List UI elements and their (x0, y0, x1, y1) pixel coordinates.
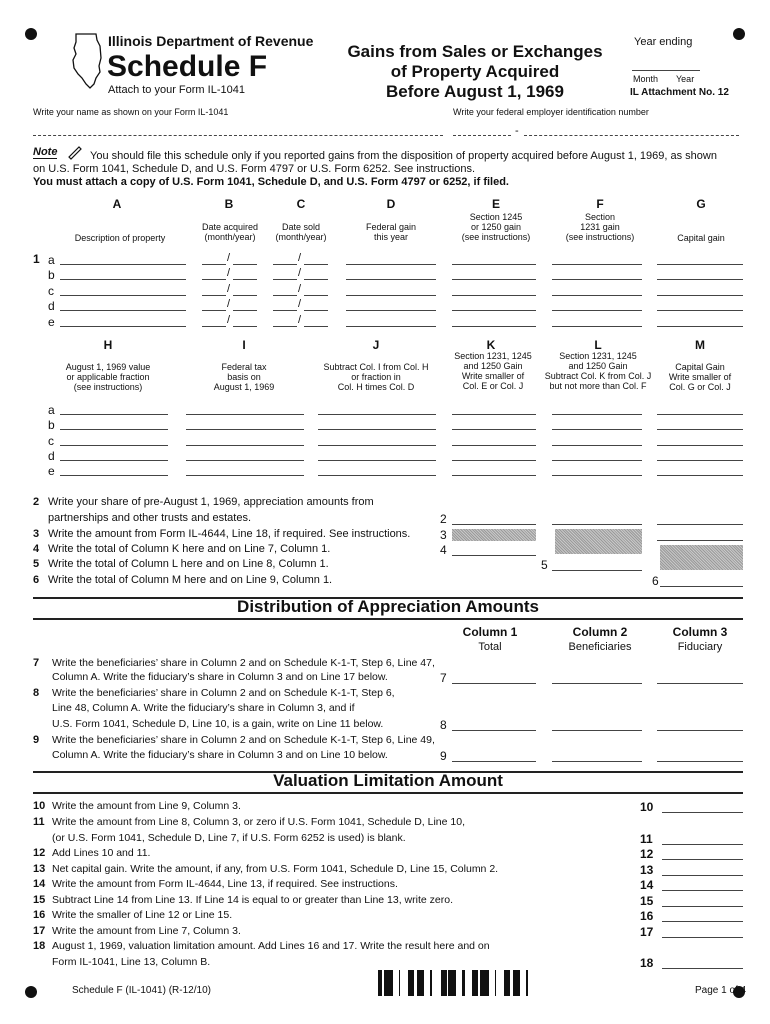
col-H-header (48, 362, 168, 392)
col-J-letter: J (372, 338, 380, 352)
col-I-header (194, 362, 294, 392)
line-number: 4 (33, 543, 40, 555)
col-J-field[interactable] (318, 414, 436, 415)
col-H-field[interactable] (60, 460, 168, 461)
col-E-field[interactable] (452, 279, 536, 280)
fein-field-part1[interactable] (453, 135, 511, 136)
col-C-year-field[interactable] (304, 326, 328, 327)
col-K-field[interactable] (452, 460, 536, 461)
department-name: Illinois Department of Revenue (108, 33, 314, 49)
line-text: Write the beneficiaries’ share in Column 2 and on Schedule K-1-T, Step 6, Line 49, (52, 734, 435, 746)
line-15-field[interactable] (662, 906, 743, 907)
col-H-field[interactable] (60, 429, 168, 430)
col-I-field[interactable] (186, 460, 304, 461)
line-text: August 1, 1969, valuation limitation amount. Add Lines 16 and 17. Write the result here and on (52, 940, 490, 952)
line-text: U.S. Form 1041, Schedule D, Line 10, is a gain, write on Line 11 below. (52, 718, 384, 730)
col-M-field[interactable] (657, 429, 743, 430)
line-7-column-1-field[interactable] (452, 683, 536, 684)
line-text: Net capital gain. Write the amount, if any, from U.S. Form 1041, Schedule D, Line 15, Column 2. (52, 863, 499, 875)
line-text: Write the amount from Form IL-4644, Line 13, if required. See instructions. (52, 878, 398, 890)
line-18-field[interactable] (662, 968, 743, 969)
line-text: Write the total of Column K here and on Line 7, Column 1. (48, 543, 331, 555)
col-G-field[interactable] (657, 264, 743, 265)
col-C-year-field[interactable] (304, 295, 328, 296)
col-C-year-field[interactable] (304, 310, 328, 311)
col-G-field[interactable] (657, 295, 743, 296)
col-G-field[interactable] (657, 279, 743, 280)
year-ending-field[interactable] (632, 70, 700, 71)
col-H-field[interactable] (60, 475, 168, 476)
line-text: Column A. Write the fiduciary’s share in Column 3 and on Line 17 below. (52, 671, 388, 683)
line-1-row-letter: d (48, 299, 55, 313)
line-text: Write the amount from Line 7, Column 3. (52, 925, 241, 937)
col-J-field[interactable] (318, 429, 436, 430)
col-G-field[interactable] (657, 310, 743, 311)
col-F-header (552, 212, 648, 242)
fein-field-part2[interactable] (524, 135, 739, 136)
col-B-month-field[interactable] (202, 310, 226, 311)
col-L-header-line: but not more than Col. F (549, 381, 647, 391)
line-2-field[interactable] (452, 524, 536, 525)
line-16-field[interactable] (662, 921, 743, 922)
line-ref: 15 (640, 894, 654, 908)
name-field[interactable] (33, 135, 443, 136)
col-K-field[interactable] (452, 475, 536, 476)
col-K-header-line: Col. E or Col. J (462, 381, 524, 391)
line-9-column-3-field[interactable] (657, 761, 743, 762)
form-title-line2: of Property Acquired (390, 62, 560, 81)
col-L-header-line: Section 1231, 1245 (559, 351, 637, 361)
col-E-letter: E (491, 197, 500, 211)
col-I-field[interactable] (186, 475, 304, 476)
distribution-title: Distribution of Appreciation Amounts (237, 597, 539, 616)
col-G-letter: G (696, 197, 706, 211)
attach-note: Attach to your Form IL-1041 (108, 84, 245, 96)
date-slash: / (298, 314, 302, 326)
line-4-field[interactable] (452, 555, 536, 556)
col-J-header-line: Subtract Col. I from Col. H (323, 362, 429, 372)
line-number: 14 (33, 878, 46, 890)
line-text: Write the amount from Line 9, Column 3. (52, 800, 241, 812)
line-number: 2 (33, 496, 40, 508)
line-8-column-2-field[interactable] (552, 730, 642, 731)
col-F-field[interactable] (552, 264, 642, 265)
col-A-field[interactable] (60, 295, 186, 296)
col-J-field[interactable] (318, 460, 436, 461)
line-text: Write the smaller of Line 12 or Line 15. (52, 909, 233, 921)
col-J-field[interactable] (318, 445, 436, 446)
col-B-letter: B (224, 197, 234, 211)
line-text: Write your share of pre-August 1, 1969, appreciation amounts from (48, 496, 374, 508)
col-I-letter: I (242, 338, 246, 352)
line-6-ref: 6 (652, 574, 659, 588)
line-1-row-letter: c (48, 284, 54, 298)
column-3-header: Column 3 (672, 625, 728, 639)
col-I-header-line: August 1, 1969 (213, 382, 275, 392)
line-1-row-letter: e (48, 464, 55, 478)
col-L-header-line: Subtract Col. K from Col. J (544, 371, 652, 381)
col-D-field[interactable] (346, 326, 436, 327)
line-8-ref: 8 (440, 718, 447, 732)
line-9-column-1-field[interactable] (452, 761, 536, 762)
line-text: Write the amount from Line 8, Column 3, or zero if U.S. Form 1041, Schedule D, Line 10, (52, 816, 466, 828)
col-M-field[interactable] (657, 445, 743, 446)
line-number: 5 (33, 558, 40, 570)
line-10-field[interactable] (662, 812, 743, 813)
line-5-ref: 5 (541, 558, 548, 572)
registration-mark (25, 28, 37, 40)
name-label: Write your name as shown on your Form IL-1041 (33, 107, 229, 117)
line-number: 10 (33, 800, 46, 812)
col-I-header-line: basis on (227, 372, 261, 382)
col-L-letter: L (594, 338, 602, 352)
col-M-header-line: Write smaller of (668, 372, 732, 382)
col-K-letter: K (486, 338, 496, 352)
col-H-field[interactable] (60, 445, 168, 446)
line-1-row-letter: b (48, 418, 55, 432)
section-divider (33, 618, 743, 620)
col-I-header-line: Federal tax (221, 362, 267, 372)
col-F-field[interactable] (552, 295, 642, 296)
line-number: 9 (33, 734, 40, 746)
col-A-field[interactable] (60, 310, 186, 311)
line-1-row-letter: c (48, 434, 54, 448)
col-B-header-line: (month/year) (204, 232, 256, 242)
column-1-sub: Total (478, 641, 502, 653)
fein-dash: - (515, 125, 519, 137)
registration-mark (25, 986, 37, 998)
col-L-field[interactable] (552, 429, 642, 430)
col-F-header-line: Section (584, 212, 616, 222)
column-2-header: Column 2 (572, 625, 628, 639)
line-12-field[interactable] (662, 859, 743, 860)
line-number: 17 (33, 925, 46, 937)
col-J-header-line: Col. H times Col. D (337, 382, 415, 392)
form-title-line1: Gains from Sales or Exchanges (347, 42, 603, 61)
date-slash: / (227, 252, 231, 264)
line-7-column-2-field[interactable] (552, 683, 642, 684)
col-H-header-line: or applicable fraction (66, 372, 150, 382)
date-slash: / (298, 267, 302, 279)
line-17-field[interactable] (662, 937, 743, 938)
col-J-field[interactable] (318, 475, 436, 476)
line-7-column-3-field[interactable] (657, 683, 743, 684)
col-D-header-line: this year (373, 232, 408, 242)
col-M-header (655, 362, 745, 392)
line-9-column-2-field[interactable] (552, 761, 642, 762)
line-3-ref: 3 (440, 528, 447, 542)
note-icon (33, 146, 83, 160)
line-1-row-letter: b (48, 268, 55, 282)
line-ref: 18 (640, 956, 654, 970)
col-M-header-line: Capital Gain (675, 362, 725, 372)
line-number: 18 (33, 940, 46, 952)
line-ref: 11 (640, 832, 653, 846)
pencil-icon (67, 144, 83, 160)
line-ref: 14 (640, 878, 654, 892)
line-text: Write the beneficiaries’ share in Column 2 and on Schedule K-1-T, Step 6, (52, 687, 395, 699)
col-H-header-line: (see instructions) (73, 382, 143, 392)
line-13-field[interactable] (662, 875, 743, 876)
registration-mark (733, 28, 745, 40)
col-H-header-line: August 1, 1969 value (65, 362, 151, 372)
col-M-field[interactable] (657, 475, 743, 476)
line-1-row-letter: a (48, 253, 55, 267)
col-A-header: Description of property (74, 233, 166, 243)
col-B-year-field[interactable] (233, 264, 257, 265)
line-2-col-m-field[interactable] (657, 524, 743, 525)
col-L-field[interactable] (552, 475, 642, 476)
col-C-year-field[interactable] (304, 279, 328, 280)
line-5-field[interactable] (552, 570, 642, 571)
line-text: Form IL-1041, Line 13, Column B. (52, 956, 211, 968)
column-3-sub: Fiduciary (677, 641, 723, 653)
col-K-header-line: and 1250 Gain (463, 361, 523, 371)
line-number: 16 (33, 909, 46, 921)
col-K-field[interactable] (452, 445, 536, 446)
col-A-field[interactable] (60, 279, 186, 280)
line-number: 6 (33, 574, 40, 586)
col-M-field[interactable] (657, 414, 743, 415)
line-number: 8 (33, 687, 40, 699)
line-text: (or U.S. Form 1041, Schedule D, Line 7, if U.S. Form 6252 is used) is blank. (52, 832, 406, 844)
col-I-field[interactable] (186, 445, 304, 446)
line-number: 15 (33, 894, 46, 906)
line-ref: 12 (640, 847, 654, 861)
col-L-header-line: and 1250 Gain (568, 361, 628, 371)
line-text: Write the total of Column M here and on Line 9, Column 1. (48, 574, 333, 586)
line-ref: 17 (640, 925, 654, 939)
col-D-field[interactable] (346, 295, 436, 296)
line-8-column-1-field[interactable] (452, 730, 536, 731)
col-C-month-field[interactable] (273, 279, 297, 280)
col-G-field[interactable] (657, 326, 743, 327)
col-J-header (316, 362, 436, 392)
col-M-header-line: Col. G or Col. J (669, 382, 731, 392)
col-J-header-line: or fraction in (351, 372, 401, 382)
line-number: 13 (33, 863, 46, 875)
line-3-shaded (452, 529, 536, 541)
col-D-header-line: Federal gain (365, 222, 417, 232)
month-label: Month (633, 74, 659, 84)
page-number: Page 1 of 4 (695, 985, 747, 996)
col-D-letter: D (386, 197, 396, 211)
line-1-row-letter: d (48, 449, 55, 463)
column-2-sub: Beneficiaries (568, 641, 632, 653)
line-1-number: 1 (33, 252, 40, 266)
line-text: Write the total of Column L here and on Line 8, Column 1. (48, 558, 329, 570)
line-7-ref: 7 (440, 671, 447, 685)
col-F-field[interactable] (552, 279, 642, 280)
col-E-field[interactable] (452, 310, 536, 311)
line-4-ref: 4 (440, 543, 447, 557)
col-K-header-line: Section 1231, 1245 (454, 351, 532, 361)
col-L-field[interactable] (552, 414, 642, 415)
col-M-field[interactable] (657, 460, 743, 461)
date-slash: / (227, 283, 231, 295)
col-K-field[interactable] (452, 414, 536, 415)
col-F-letter: F (596, 197, 604, 211)
col-C-month-field[interactable] (273, 295, 297, 296)
col-C-header-line: Date sold (281, 222, 321, 232)
date-slash: / (227, 314, 231, 326)
col-L-header (542, 351, 654, 391)
note-text-3: You must attach a copy of U.S. Form 1041, Schedule D, and U.S. Form 4797 or 6252, if filed. (33, 176, 509, 188)
col-B-year-field[interactable] (233, 326, 257, 327)
col-C-header (266, 222, 336, 242)
line-8-column-3-field[interactable] (657, 730, 743, 731)
col-H-field[interactable] (60, 414, 168, 415)
col-B-header (195, 222, 265, 242)
note-label: Note (33, 146, 58, 158)
line-3-col-l-shaded (555, 529, 642, 554)
line-text: Line 48, Column A. Write the fiduciary’s share in Column 3, and if (52, 702, 355, 714)
line-9-ref: 9 (440, 749, 447, 763)
col-C-month-field[interactable] (273, 310, 297, 311)
line-11-field[interactable] (662, 844, 743, 845)
col-B-header-line: Date acquired (201, 222, 259, 232)
col-E-header-line: or 1250 gain (470, 222, 522, 232)
schedule-title: Schedule F (107, 50, 268, 83)
col-E-header-line: Section 1245 (469, 212, 523, 222)
line-3-col-m-field[interactable] (657, 540, 743, 541)
col-F-field[interactable] (552, 326, 642, 327)
col-B-year-field[interactable] (233, 310, 257, 311)
line-4-col-m-shaded (660, 545, 743, 570)
note-text-2: on U.S. Form 1041, Schedule D, and U.S. Form 4797 or U.S. Form 6252. See instructions. (33, 163, 476, 175)
col-B-month-field[interactable] (202, 326, 226, 327)
col-E-field[interactable] (452, 326, 536, 327)
line-2-col-l-field[interactable] (552, 524, 642, 525)
col-C-month-field[interactable] (273, 264, 297, 265)
fein-label: Write your federal employer identification number (453, 107, 649, 117)
col-A-field[interactable] (60, 264, 186, 265)
col-G-header: Capital gain (677, 233, 725, 243)
line-1-row-letter: a (48, 403, 55, 417)
line-6-field[interactable] (660, 586, 743, 587)
col-F-header-line: 1231 gain (580, 222, 620, 232)
col-A-field[interactable] (60, 326, 186, 327)
col-M-letter: M (695, 338, 705, 352)
line-text: Column A. Write the fiduciary’s share in Column 3 and on Line 10 below. (52, 749, 388, 761)
col-I-field[interactable] (186, 429, 304, 430)
col-C-month-field[interactable] (273, 326, 297, 327)
line-text: Add Lines 10 and 11. (52, 847, 151, 859)
date-slash: / (298, 298, 302, 310)
col-E-field[interactable] (452, 264, 536, 265)
line-ref: 10 (640, 800, 654, 814)
col-E-header-line: (see instructions) (461, 232, 531, 242)
valuation-title: Valuation Limitation Amount (273, 771, 503, 790)
col-D-field[interactable] (346, 310, 436, 311)
col-B-year-field[interactable] (233, 295, 257, 296)
line-text: Write the beneficiaries’ share in Column 2 and on Schedule K-1-T, Step 6, Line 47, (52, 657, 435, 669)
year-label: Year (676, 74, 695, 84)
col-E-field[interactable] (452, 295, 536, 296)
col-B-month-field[interactable] (202, 264, 226, 265)
col-H-letter: H (103, 338, 113, 352)
col-E-header (448, 212, 544, 242)
col-D-header (346, 222, 436, 242)
date-slash: / (298, 283, 302, 295)
col-F-field[interactable] (552, 310, 642, 311)
form-identifier: Schedule F (IL-1041) (R-12/10) (72, 985, 211, 996)
col-I-field[interactable] (186, 414, 304, 415)
barcode-icon (378, 970, 538, 996)
col-C-letter: C (296, 197, 306, 211)
col-K-header-line: Write smaller of (461, 371, 525, 381)
date-slash: / (227, 298, 231, 310)
col-K-field[interactable] (452, 429, 536, 430)
col-B-year-field[interactable] (233, 279, 257, 280)
date-slash: / (298, 252, 302, 264)
col-C-year-field[interactable] (304, 264, 328, 265)
line-1-row-letter: e (48, 315, 55, 329)
line-number: 11 (33, 816, 45, 828)
line-number: 12 (33, 847, 46, 859)
line-number: 3 (33, 528, 40, 540)
col-B-month-field[interactable] (202, 295, 226, 296)
line-number: 7 (33, 657, 40, 669)
line-14-field[interactable] (662, 890, 743, 891)
col-K-header (443, 351, 543, 391)
col-L-field[interactable] (552, 445, 642, 446)
date-slash: / (227, 267, 231, 279)
note-text-1: You should file this schedule only if you reported gains from the disposition of property acquired before August 1, 1969, as shown (90, 150, 717, 162)
col-C-header-line: (month/year) (275, 232, 327, 242)
line-ref: 16 (640, 909, 654, 923)
year-ending-label: Year ending (634, 36, 693, 48)
col-B-month-field[interactable] (202, 279, 226, 280)
column-1-header: Column 1 (462, 625, 518, 639)
illinois-map-icon (70, 32, 104, 90)
col-D-field[interactable] (346, 264, 436, 265)
line-text: Write the amount from Form IL-4644, Line 18, if required. See instructions. (48, 528, 411, 540)
line-text: Subtract Line 14 from Line 13. If Line 14 is equal to or greater than Line 13, write zero. (52, 894, 453, 906)
line-ref: 13 (640, 863, 654, 877)
col-L-field[interactable] (552, 460, 642, 461)
section-divider (33, 792, 743, 794)
col-D-field[interactable] (346, 279, 436, 280)
col-F-header-line: (see instructions) (565, 232, 635, 242)
line-2-ref: 2 (440, 512, 447, 526)
line-text: partnerships and other trusts and estates. (48, 512, 252, 524)
form-title-line3: Before August 1, 1969 (386, 82, 564, 101)
col-A-letter: A (112, 197, 122, 211)
attachment-number: IL Attachment No. 12 (630, 87, 729, 98)
